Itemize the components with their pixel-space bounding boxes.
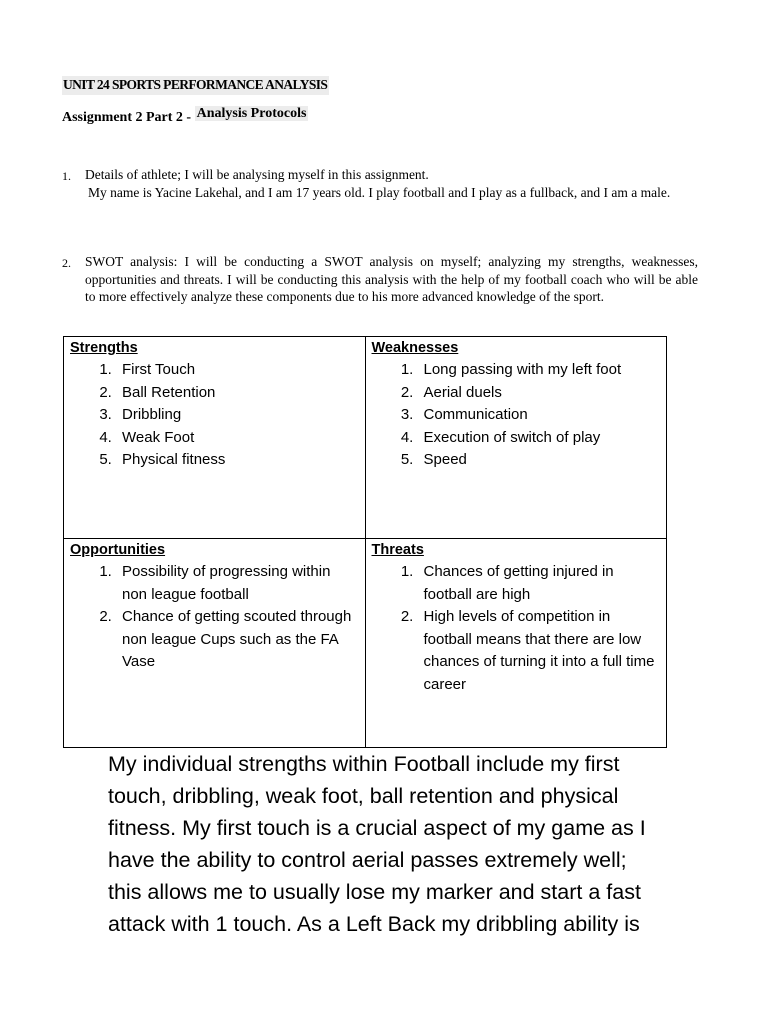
text-line: have the ability to control aerial passes extremely well; [108,848,627,872]
list-item: 3. Dribbling [116,404,359,427]
weaknesses-list [372,359,661,472]
threats-heading: Threats [371,542,424,558]
weaknesses-cell [365,337,667,539]
list-item: 1. First Touch [116,359,359,382]
strengths-cell [64,337,366,539]
opportunities-list [70,561,359,674]
list-item: 2. Chance of getting scouted through non league Cups such as the FA Vase [116,606,359,674]
list-item: 1. Chances of getting injured in football are high [418,561,661,606]
assignment-label: Assignment 2 Part 2 - [62,110,192,125]
text-line: touch, dribbling, weak foot, ball retention and physical [108,784,619,808]
list-item: 2. Aerial duels [418,382,661,405]
list-item: 1. Long passing with my left foot [418,359,661,382]
strengths-heading: Strengths [70,340,138,356]
list-item: 5. Physical fitness [116,449,359,472]
list-item: 4. Execution of switch of play [418,427,661,450]
section-1-number: 1. [62,169,71,183]
text-line: attack with 1 touch. As a Left Back my dribbling ability is [108,912,640,936]
text-line: fitness. My first touch is a crucial aspect of my game as I [108,816,646,840]
list-item: 2. High levels of competition in football means that there are low chances of turning it into a full time career [418,606,661,696]
strengths-discussion [108,748,708,940]
text-line: My individual strengths within Football include my first [108,752,620,776]
assignment-heading [62,106,308,126]
list-item: 1. Possibility of progressing within non league football [116,561,359,606]
opportunities-cell [64,539,366,748]
section-1-lead: Details of athlete; I will be analysing myself in this assignment. [85,167,429,182]
unit-title: UNIT 24 SPORTS PERFORMANCE ANALYSIS [62,76,329,95]
threats-cell [365,539,667,748]
list-item: 4. Weak Foot [116,427,359,450]
section-2-body: SWOT analysis: I will be conducting a SWOT analysis on myself; analyzing my strengths, weaknesses, opportunities and threats. I will be conducting this analysis with the help of my football coach who will be able to more effectively analyze these components due to his more advanced knowledge of the sport. [85,254,698,304]
list-item: 2. Ball Retention [116,382,359,405]
strengths-list [70,359,359,472]
threats-list [372,561,661,696]
text-line: this allows me to usually lose my marker and start a fast [108,880,641,904]
swot-table [63,336,667,748]
weaknesses-heading: Weaknesses [371,340,459,356]
analysis-protocols-label: Analysis Protocols [196,106,307,121]
list-item: 3. Communication [418,404,661,427]
list-item: 5. Speed [418,449,661,472]
section-2-number: 2. [62,256,71,270]
opportunities-heading: Opportunities [70,542,166,558]
section-1-body: My name is Yacine Lakehal, and I am 17 years old. I play football and I play as a fullback, and I am a male. [88,185,671,200]
